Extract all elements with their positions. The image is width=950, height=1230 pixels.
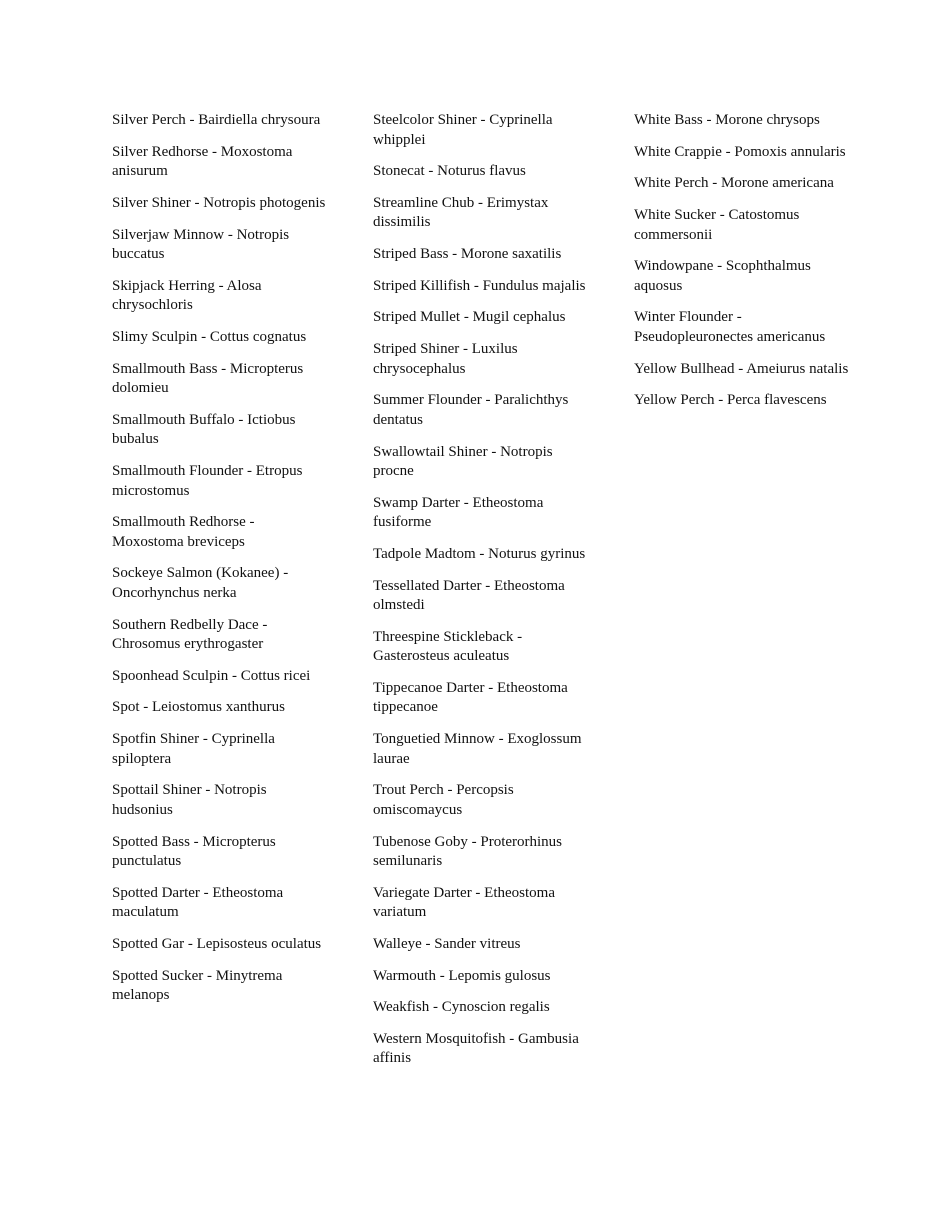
species-entry: Yellow Bullhead - Ameiurus natalis [634,360,849,377]
species-entry: Striped Bass - Morone saxatilis [373,246,562,263]
species-entry: Spoonhead Sculpin - Cottus ricei [112,667,311,684]
species-entry: Western Mosquitofish - Gambusia affinis [373,1030,579,1067]
species-column-1 [112,111,327,1018]
species-entry: Winter Flounder - Pseudopleuronectes americanus [634,309,826,345]
species-entry: Tadpole Madtom - Noturus gyrinus [373,545,586,562]
species-entry: Swamp Darter - Etheostoma fusiforme [373,494,544,531]
species-entry: Striped Shiner - Luxilus chrysocephalus [373,341,518,377]
species-entry: Yellow Perch - Perca flavescens [634,392,827,409]
species-entry: White Sucker - Catostomus commersonii [634,207,800,243]
species-entry: Tippecanoe Darter - Etheostoma tippecanoe [373,679,568,716]
species-entry: Swallowtail Shiner - Notropis procne [373,443,553,479]
species-entry: Spotted Gar - Lepisosteus oculatus [112,935,322,952]
species-entry: Threespine Stickleback - Gasterosteus aculeatus [373,628,523,665]
species-entry: Spot - Leiostomus xanthurus [112,699,285,716]
species-entry: Spottail Shiner - Notropis hudsonius [112,782,267,818]
species-entry: Spotted Bass - Micropterus punctulatus [112,833,276,869]
species-column-3 [634,111,849,423]
species-entry: Weakfish - Cynoscion regalis [373,999,550,1016]
species-entry: Striped Killifish - Fundulus majalis [373,277,586,294]
species-entry: Silver Shiner - Notropis photogenis [112,194,326,211]
species-entry: Southern Redbelly Dace - Chrosomus erythrogaster [112,616,268,653]
species-entry: Windowpane - Scophthalmus aquosus [634,258,811,294]
species-entry: Sockeye Salmon (Kokanee) - Oncorhynchus nerka [112,565,289,601]
species-entry: Spotted Sucker - Minytrema melanops [112,967,283,1004]
species-entry: Striped Mullet - Mugil cephalus [373,309,566,326]
species-column-2 [373,111,588,1081]
species-entry: Warmouth - Lepomis gulosus [373,967,551,984]
species-entry: Smallmouth Bass - Micropterus dolomieu [112,360,304,397]
species-entry: Summer Flounder - Paralichthys dentatus [373,392,569,428]
species-entry: Smallmouth Flounder - Etropus microstomus [112,463,303,499]
species-entry: Slimy Sculpin - Cottus cognatus [112,328,307,345]
species-entry: White Bass - Morone chrysops [634,112,820,128]
species-entry: White Crappie - Pomoxis annularis [634,143,846,160]
species-entry: Silverjaw Minnow - Notropis buccatus [112,226,290,263]
species-entry: White Perch - Morone americana [634,175,834,192]
species-entry: Silver Perch - Bairdiella chrysoura [112,112,321,128]
species-entry: Variegate Darter - Etheostoma variatum [373,884,555,921]
species-entry: Tessellated Darter - Etheostoma olmstedi [373,577,565,614]
species-entry: Streamline Chub - Erimystax dissimilis [373,194,549,231]
species-entry: Smallmouth Buffalo - Ictiobus bubalus [112,411,296,448]
species-entry: Tubenose Goby - Proterorhinus semilunaris [373,833,563,869]
species-entry: Skipjack Herring - Alosa chrysochloris [112,277,262,314]
species-entry: Trout Perch - Percopsis omiscomaycus [373,782,514,818]
species-entry: Steelcolor Shiner - Cyprinella whipplei [373,112,553,148]
species-entry: Smallmouth Redhorse - Moxostoma breviceps [112,514,255,550]
species-entry: Walleye - Sander vitreus [373,935,521,952]
species-entry: Tonguetied Minnow - Exoglossum laurae [373,731,582,767]
species-entry: Spotted Darter - Etheostoma maculatum [112,884,284,921]
species-entry: Spotfin Shiner - Cyprinella spiloptera [112,731,275,767]
species-entry: Silver Redhorse - Moxostoma anisurum [112,143,293,180]
species-entry: Stonecat - Noturus flavus [373,163,526,180]
